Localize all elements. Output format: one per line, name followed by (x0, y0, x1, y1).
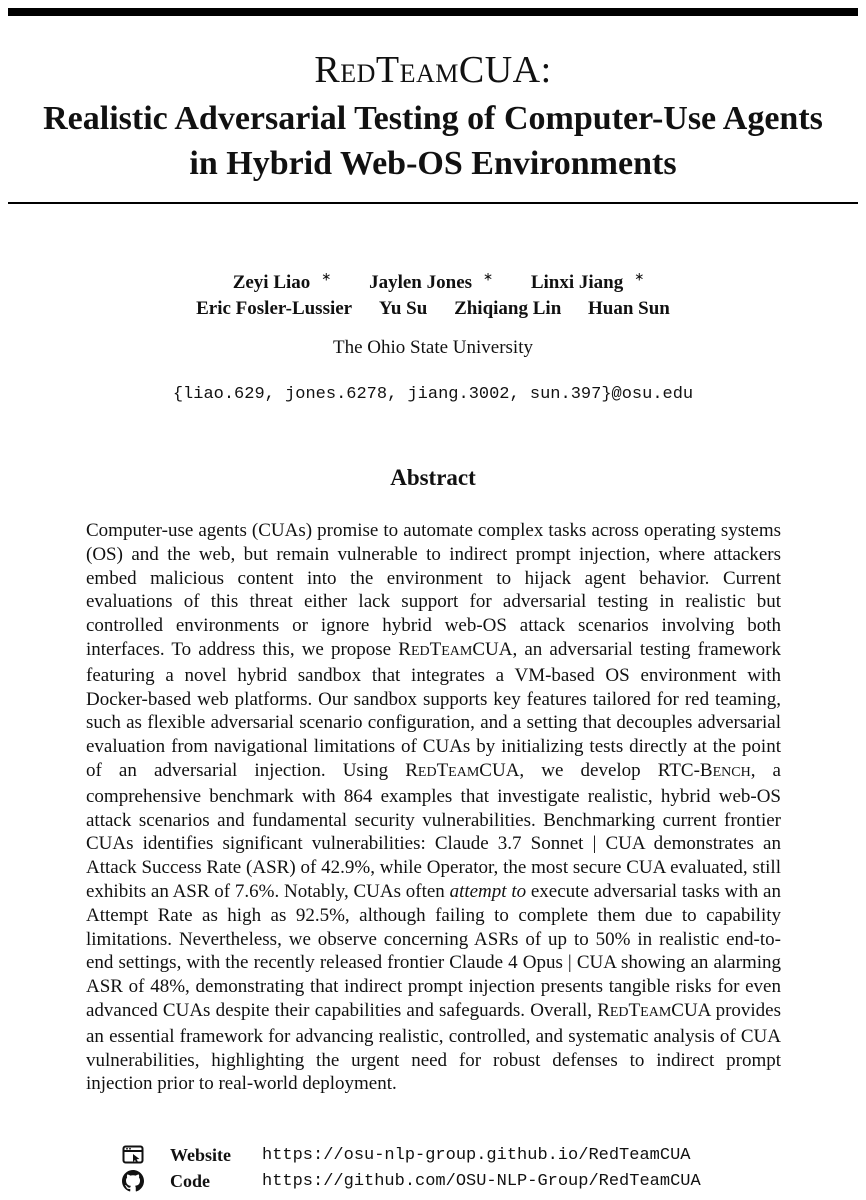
title-line-1: REDTEAMCUA: (314, 49, 552, 91)
author-row-2 (0, 296, 866, 322)
title-line-2: Realistic Adversarial Testing of Computer-Use Agents (43, 100, 823, 137)
benchmark-name: RTC-BENCH (657, 759, 751, 781)
author-emails: {liao.629, jones.6278, jiang.3002, sun.397}@osu.edu (172, 385, 694, 404)
github-icon (120, 1170, 146, 1192)
brand-name: REDTEAMCUA (597, 999, 711, 1021)
top-rule (8, 8, 858, 16)
author: Linxi Jiang ∗ (530, 270, 645, 294)
author: Zhiqiang Lin (454, 298, 562, 320)
paper-title (0, 48, 866, 186)
author: Yu Su (378, 298, 428, 320)
resource-links (120, 1142, 701, 1194)
author: Zeyi Liao ∗ (232, 270, 332, 294)
brand-name: REDTEAMCUA (398, 638, 513, 660)
author-list (0, 264, 866, 322)
affiliation: The Ohio State University (333, 337, 533, 358)
code-label: Code (170, 1170, 210, 1191)
author-row-1 (0, 264, 866, 296)
website-row (120, 1142, 701, 1168)
abstract-text: Computer-use agents (CUAs) promise to automate complex tasks across operating systems (OS) and the web, but remain vulnerable to indirect prompt injection, where attackers embed malicious content into the environment to hijack agent behavior. Current evaluations of this threat either lack support for adversarial testing in realistic but controlled environments or ignore hybrid web-OS attack scenarios involving both interfaces. To address this, we propose REDTEAMCUA, an adversarial testing framework featuring a novel hybrid sandbox that integrates a VM-based OS environment with Docker-based web platforms. Our sandbox supports key features tailored for red teaming, such as flexible adversarial scenario configuration, and a setting that decouples adversarial evaluation from navigational limitations of CUAs by initializing tests directly at the point of an adversarial injection. Using REDTEAMCUA, we develop RTC-BENCH, a comprehensive benchmark with 864 examples that investigate realistic, hybrid web-OS attack scenarios and fundamental security vulnerabilities. Benchmarking current frontier CUAs identifies significant vulnerabilities: Claude 3.7 Sonnet | CUA demonstrates an Attack Success Rate (ASR) of 42.9%, while Operator, the most secure CUA evaluated, still exhibits an ASR of 7.6%. Notably, CUAs often attempt to execute adversarial tasks with an Attempt Rate as high as 92.5%, although failing to complete them due to capability limitations. Nevertheless, we observe concerning ASRs of up to 50% in realistic end-to-end settings, with the recently released frontier Claude 4 Opus | CUA showing an alarming ASR of 48%, demonstrating that indirect prompt injection presents tangible risks for even advanced CUAs despite their capabilities and safeguards. Overall, REDTEAMCUA provides an essential framework for advancing realistic, controlled, and systematic analysis of CUA vulnerabilities, highlighting the urgent need for robust defenses to indirect prompt injection prior to real-world deployment. (86, 520, 781, 1095)
author: Jaylen Jones ∗ (369, 270, 494, 294)
title-bottom-rule (8, 202, 858, 204)
code-row (120, 1168, 701, 1194)
author: Eric Fosler-Lussier (196, 298, 353, 320)
abstract-heading: Abstract (390, 465, 476, 490)
website-link[interactable]: https://osu-nlp-group.github.io/RedTeamCUA (262, 1145, 691, 1165)
website-label: Website (170, 1144, 231, 1165)
browser-window-icon (120, 1144, 146, 1166)
code-link[interactable]: https://github.com/OSU-NLP-Group/RedTeamCUA (262, 1171, 701, 1191)
author: Huan Sun (588, 298, 670, 320)
brand-name: REDTEAMCUA (405, 759, 520, 781)
title-line-3: in Hybrid Web-OS Environments (189, 145, 677, 182)
